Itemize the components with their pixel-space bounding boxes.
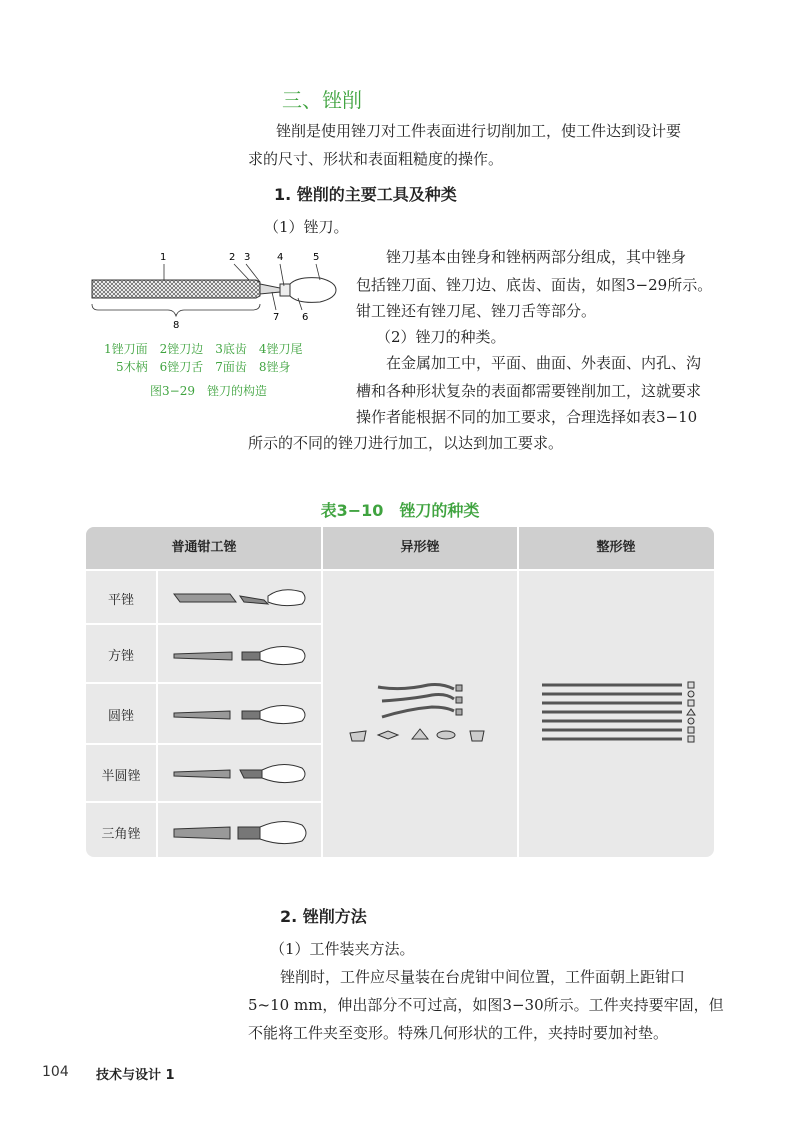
row-flat-file: 平锉: [107, 593, 134, 608]
types-para-1: 在金属加工中，平面、曲面、外表面、内孔、沟: [386, 354, 702, 372]
clamp-line-2: 5~10 mm，伸出部分不可过高，如图3−30所示。工件夹持要牢固，但: [248, 996, 724, 1014]
table-title: 表3−10 锉刀的种类: [320, 501, 480, 520]
row-triangle-file: 三角锉: [101, 827, 141, 842]
triangle-file-image: [170, 817, 310, 849]
fig-num-4: 4: [277, 252, 284, 263]
flat-file-image: [170, 582, 310, 614]
row-round-file: 圆锉: [107, 709, 134, 724]
clamp-line-3: 不能将工件夹至变形。特殊几何形状的工件，夹持时要加衬垫。: [248, 1024, 669, 1042]
figure-caption: 图3−29 锉刀的构造: [150, 384, 267, 398]
types-para-3: 操作者能根据不同的加工要求，合理选择如表3−10: [356, 408, 698, 426]
fig-num-7: 7: [273, 312, 280, 323]
types-para-4: 所示的不同的锉刀进行加工，以达到加工要求。: [248, 434, 564, 452]
page-number: 104: [42, 1064, 69, 1080]
round-file-image: [170, 699, 310, 731]
file-types-table: [86, 527, 714, 857]
item-clamping: （1）工件装夹方法。: [270, 940, 415, 958]
header-special-file: 异形锉: [400, 540, 440, 555]
table-header-row: [86, 527, 714, 569]
row-half-round-file: 半圆锉: [101, 769, 141, 784]
book-title: 技术与设计 1: [96, 1068, 175, 1083]
intro-line-2: 求的尺寸、形状和表面粗糙度的操作。: [248, 150, 504, 168]
fig-num-5: 5: [313, 252, 320, 263]
figure-legend-1: 1锉刀面 2锉刀边 3底齿 4锉刀尾: [104, 342, 303, 356]
fig-num-2: 2: [229, 252, 236, 263]
row-square-file: 方锉: [107, 649, 134, 664]
header-needle-file: 整形锉: [596, 540, 636, 555]
square-file-image: [170, 640, 310, 672]
file-desc-2: 包括锉刀面、锉刀边、底齿、面齿，如图3−29所示。: [356, 276, 713, 294]
fig-num-3: 3: [244, 252, 251, 263]
subheading-method: 2. 锉削方法: [280, 907, 367, 926]
fig-num-8: 8: [173, 320, 180, 331]
subheading-tools: 1. 锉削的主要工具及种类: [274, 185, 457, 204]
figure-legend-2: 5木柄 6锉刀舌 7面齿 8锉身: [116, 360, 291, 374]
needle-files-image: [536, 677, 706, 747]
item-file-types: （2）锉刀的种类。: [376, 328, 506, 346]
file-desc-1: 锉刀基本由锉身和锉柄两部分组成，其中锉身: [386, 248, 687, 266]
special-files-image: [342, 677, 502, 747]
header-ordinary-file: 普通钳工锉: [171, 540, 237, 555]
fig-num-6: 6: [302, 312, 309, 323]
clamp-line-1: 锉削时，工件应尽量装在台虎钳中间位置，工件面朝上距钳口: [280, 968, 686, 986]
intro-line-1: 锉削是使用锉刀对工件表面进行切削加工，使工件达到设计要: [276, 122, 682, 140]
section-title: 三、锉削: [282, 88, 362, 112]
item-file: （1）锉刀。: [264, 218, 349, 236]
fig-num-1: 1: [160, 252, 167, 263]
file-structure-figure: [84, 248, 344, 336]
types-para-2: 槽和各种形状复杂的表面都需要锉削加工，这就要求: [356, 382, 702, 400]
file-desc-3: 钳工锉还有锉刀尾、锉刀舌等部分。: [356, 302, 597, 320]
half-round-file-image: [170, 758, 310, 790]
